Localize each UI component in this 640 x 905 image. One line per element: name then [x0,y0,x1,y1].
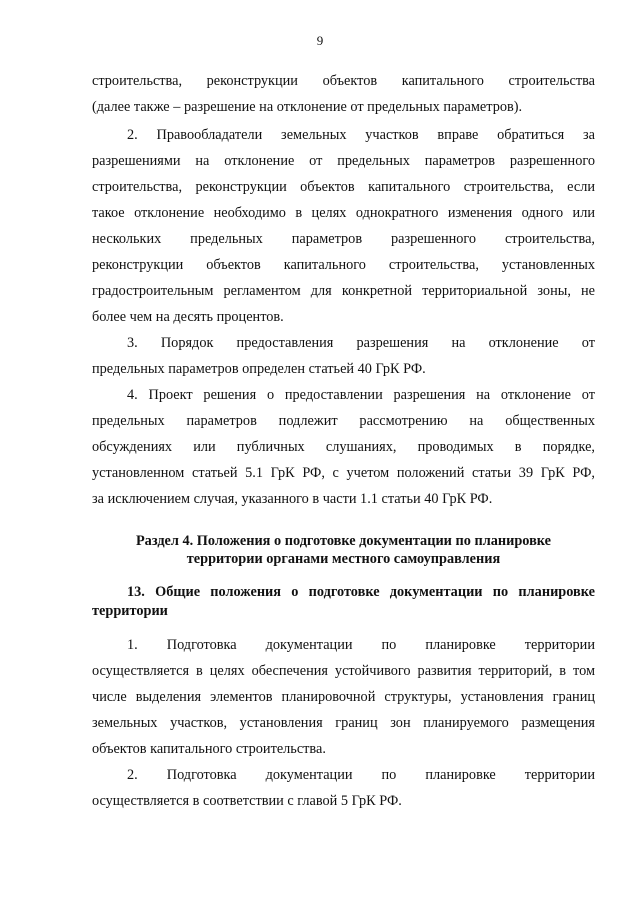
page-number: 9 [316,33,324,48]
paragraph-line: 2. Подготовка документации по планировке территории [127,767,595,783]
paragraph-line: 2. Правообладатели земельных участков вправе обратиться за [127,127,595,143]
paragraph-line: градостроительным регламентом для конкретной территориальной зоны, не [92,283,595,299]
paragraph-line: строительства, реконструкции объектов капитального строительства, если [92,179,595,195]
paragraph-line: за исключением случая, указанного в части 1.1 статьи 40 ГрК РФ. [92,491,493,507]
paragraph-line: установленном статьей 5.1 ГрК РФ, с учетом положений статьи 39 ГрК РФ, [92,465,595,481]
paragraph-line: 4. Проект решения о предоставлении разрешения на отклонение от [127,387,595,403]
article-heading: 13. Общие положения о подготовке документации по планировке [127,584,595,600]
paragraph-line: нескольких предельных параметров разрешенного строительства, [92,231,595,247]
paragraph-line: предельных параметров подлежит рассмотрению на общественных [92,413,595,429]
paragraph-line: объектов капитального строительства. [92,741,326,757]
section-heading: территории органами местного самоуправления [186,551,501,567]
paragraph-line: такое отклонение необходимо в целях однократного изменения одного или [92,205,595,221]
article-heading: территории [92,603,168,619]
paragraph-line: 1. Подготовка документации по планировке территории [127,637,595,653]
paragraph-line: разрешениями на отклонение от предельных параметров разрешенного [92,153,595,169]
paragraph-line: осуществляется в целях обеспечения устойчивого развития территорий, в том [92,663,595,679]
section-heading: Раздел 4. Положения о подготовке документации по планировке [135,533,552,549]
paragraph-line: реконструкции объектов капитального строительства, установленных [92,257,595,273]
paragraph-line: предельных параметров определен статьей 40 ГрК РФ. [92,361,426,377]
paragraph-line: строительства, реконструкции объектов капитального строительства [92,73,595,89]
paragraph-line: более чем на десять процентов. [92,309,284,325]
paragraph-line: (далее также – разрешение на отклонение от предельных параметров). [92,99,523,115]
paragraph-line: числе выделения элементов планировочной структуры, установления границ [92,689,595,705]
paragraph-line: 3. Порядок предоставления разрешения на отклонение от [127,335,595,351]
paragraph-line: земельных участков, установления границ зон планируемого размещения [92,715,595,731]
paragraph-line: обсуждениях или публичных слушаниях, проводимых в порядке, [92,439,595,455]
paragraph-line: осуществляется в соответствии с главой 5 ГрК РФ. [92,793,402,809]
